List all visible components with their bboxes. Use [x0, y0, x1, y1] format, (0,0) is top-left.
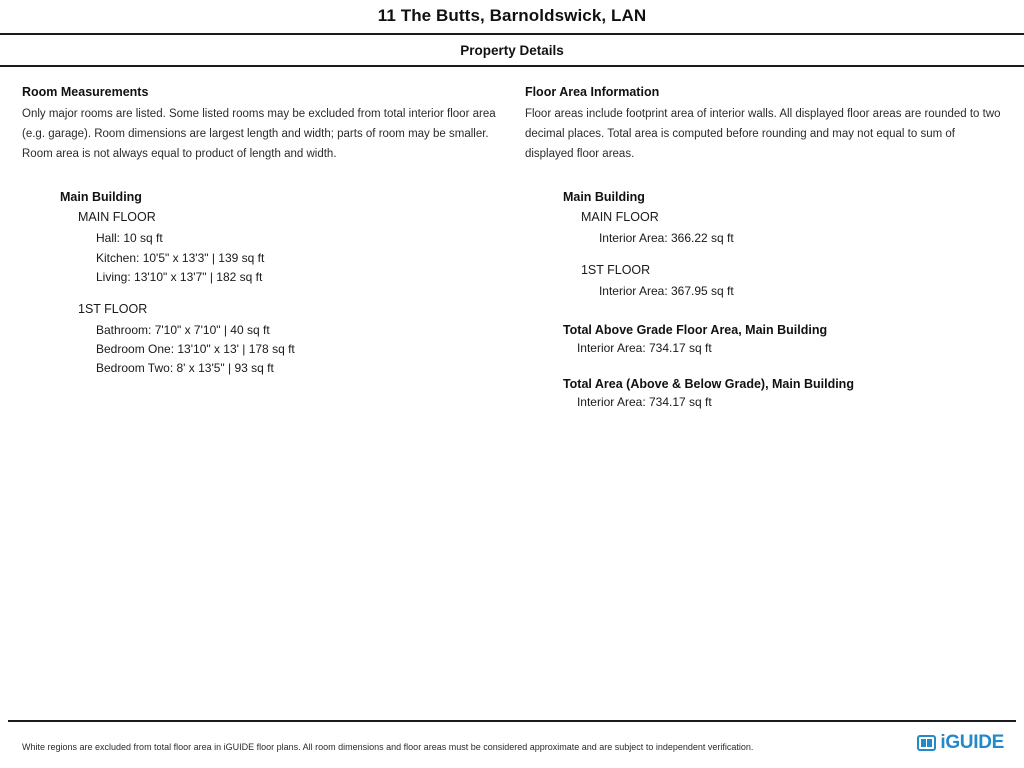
room-line: Bathroom: 7'10" x 7'10" | 40 sq ft — [96, 322, 270, 337]
total-area-value: Interior Area: 734.17 sq ft — [576, 395, 712, 410]
left-building-name: Main Building — [60, 190, 142, 205]
floor-area-note: Floor areas include footprint area of interior walls. All displayed floor areas are rounded to two decimal places. Total area is computed before rounding and may not equal to sum of displayed floor areas. — [524, 108, 1001, 160]
right-building-name: Main Building — [562, 190, 645, 205]
total-above-grade-value: Interior Area: 734.17 sq ft — [576, 341, 712, 356]
footer-disclaimer: White regions are excluded from total floor area in iGUIDE floor plans. All room dimensions and floor areas must be considered approximate and are subject to independent verification. — [22, 742, 754, 753]
right-floor-name-first: 1ST FLOOR — [580, 262, 651, 277]
floor-area-line: Interior Area: 366.22 sq ft — [598, 231, 734, 246]
floor-area-column — [517, 85, 1002, 409]
right-floor-block-first — [563, 263, 1002, 301]
iguide-logo-icon — [917, 735, 936, 751]
room-measurements-heading: Room Measurements — [22, 85, 149, 99]
room-line: Living: 13'10" x 13'7" | 182 sq ft — [96, 270, 263, 285]
floor-area-line: Interior Area: 367.95 sq ft — [598, 283, 734, 298]
left-floor-name-main: MAIN FLOOR — [78, 210, 156, 225]
left-floor-block-first — [60, 302, 507, 379]
room-measurements-column — [22, 85, 507, 409]
page-subtitle: Property Details — [460, 43, 564, 58]
room-line: Bedroom Two: 8' x 13'5" | 93 sq ft — [96, 361, 274, 376]
right-floor-name-main: MAIN FLOOR — [580, 210, 659, 225]
left-floor-name-first: 1ST FLOOR — [78, 301, 148, 316]
page-title: 11 The Butts, Barnoldswick, LAN — [377, 6, 647, 25]
right-floor-block-main — [563, 210, 1002, 248]
room-measurements-note: Only major rooms are listed. Some listed rooms may be excluded from total interior floor area (e.g. garage). Room dimensions are largest length and width; parts of room may be smaller. Room area is not always equal to product of length and width. — [22, 108, 496, 160]
left-building-section — [22, 190, 507, 379]
room-line: Bedroom One: 13'10" x 13' | 178 sq ft — [96, 342, 295, 357]
footer-row — [0, 722, 1024, 768]
left-floor-block-main — [60, 210, 507, 287]
iguide-logo-text: iGUIDE — [940, 732, 1004, 753]
total-area-block — [563, 377, 1002, 409]
iguide-logo — [917, 732, 1004, 754]
right-building-section — [525, 190, 1002, 409]
total-above-grade-label: Total Above Grade Floor Area, Main Building — [562, 323, 828, 338]
total-area-label: Total Area (Above & Below Grade), Main Building — [562, 377, 854, 392]
room-line: Kitchen: 10'5" x 13'3" | 139 sq ft — [96, 250, 265, 265]
page-footer — [0, 720, 1024, 768]
content-columns — [0, 67, 1024, 409]
floor-area-heading: Floor Area Information — [524, 85, 660, 99]
room-line: Hall: 10 sq ft — [96, 231, 163, 246]
total-above-grade-block — [563, 323, 1002, 355]
